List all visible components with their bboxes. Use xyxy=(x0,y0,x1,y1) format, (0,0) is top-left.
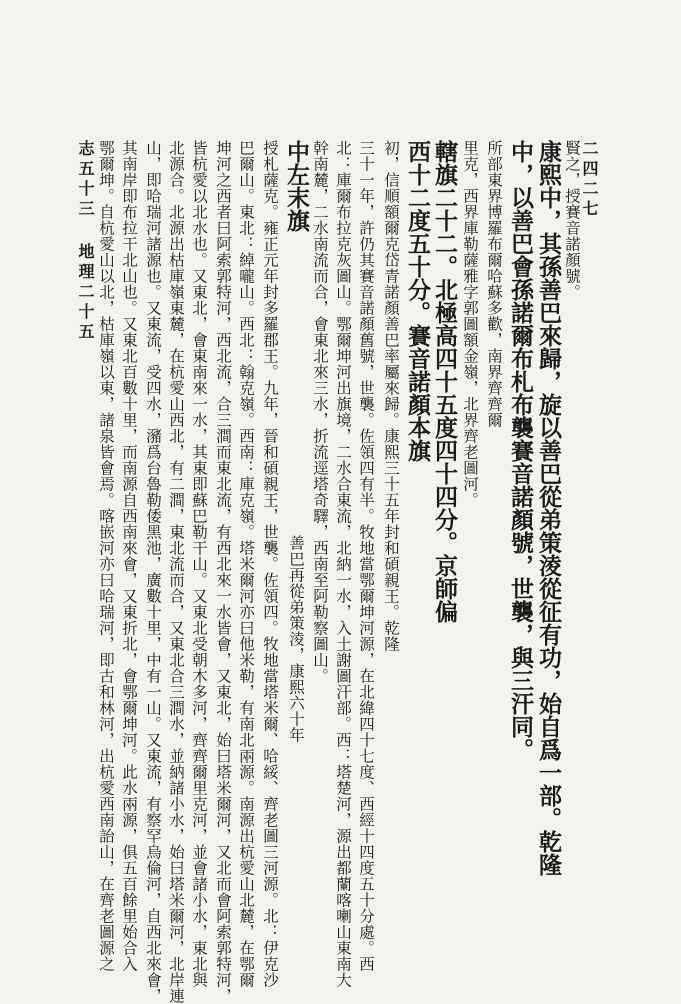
text-column: 西十二度五十分。賽音諾顏本旗 xyxy=(404,140,431,462)
text-column: 轄旗二十二。北極高四十五度四十四分。京師偏 xyxy=(431,140,458,623)
text-column: 幹南麓，二水南流而合，會東北來三水，折流逕塔奇驛，西南至阿勒察圖山。 xyxy=(311,140,329,684)
text-column: 皆杭愛以北水也。又東北，會東南來一水，其東即蘇巴勒干山。又東北受朝木多河，齊齊爾里克河，並會諸小水，東北與 xyxy=(190,140,208,988)
text-column: 鄂爾坤。自杭愛山以北，枯庫嶺以東，諸泉皆會焉。喀嵌河亦曰哈瑞河，即古和林河，出杭愛西南詒山，在齊老圖源之 xyxy=(97,140,115,972)
footer-chapter-label: 志五十三 地理二十五 xyxy=(76,140,95,343)
text-column: 山，即哈瑞河諸源也。又東流，受四水，瀦爲台魯勒倭黑池，廣數十里，中有一山。又東流，有察罕烏倫河，自西北來會， xyxy=(144,140,162,1004)
text-column: 巴爾山。東北：綽嚨山。西北：翰克嶺。西南：庫克嶺。塔米爾河亦曰他米勒，有南北兩源。南源出杭愛山北麓，在鄂爾 xyxy=(237,140,255,988)
text-column: 所部東界博羅布爾哈蘇多歡，南界齊齊爾 xyxy=(485,140,503,428)
text-column: 康熙中，其孫善巴來歸，旋以善巴從弟策淩從征有功，始自爲一部。乾隆 xyxy=(535,140,562,876)
text-column: 授札薩克。雍正元年封多羅郡王。九年，晉和碩親王，世襲。佐領四。牧地當塔米爾、哈綏、齊老圖三河源。北：伊克沙 xyxy=(261,140,279,988)
text-column: 北：庫爾布拉克灰圖山。鄂爾坤河出旗境，二水合東流，北納一水，入土謝圖汗部。西：塔楚河，源出都蘭喀喇山東南大 xyxy=(334,140,352,988)
text-column: 其南岸即布拉干北山也。又東北百數十里，而南源自西南來會，又東折北，會鄂爾坤河。此水兩源，俱五百餘里始合入 xyxy=(120,140,138,972)
text-column: 里克，西界庫勒薩雅字郭圖額金嶺，北界齊老圖河。 xyxy=(461,140,479,508)
text-column: 北源合。北源出枯庫嶺東麓，在杭愛山西北，有二澗，東北流而合，又東北合三澗水，並納諸小水，始曰塔米爾河，北岸連 xyxy=(167,140,185,1004)
text-column: 善巴再從弟策淩，康熙六十年 xyxy=(287,535,305,743)
text-column: 坤河之西者曰阿索郭特河，西北流，合三澗而東北流，有西北來一水皆會，又東北，始曰塔米爾河，又北而會阿索郭特河， xyxy=(214,140,232,1004)
text-column: 中左末旗 xyxy=(283,140,310,232)
text-column: 三十一年，許仍其賽音諾顏舊號，世襲。佐領四有半。牧地當鄂爾坤河源，在北緯四十七度、西經十四度五十分處。西 xyxy=(357,140,375,972)
text-column: 初，信順額爾克岱青諾顏善巴率屬來歸。康熙三十五年封和碩親王。乾隆 xyxy=(382,140,400,652)
text-column: 賢之，授賽音諾顏號。 xyxy=(563,140,581,300)
text-column: 中，以善巴會孫諾爾布札布襲賽音諾顏號，世襲，與三汗同。 xyxy=(507,140,534,761)
footer-page-number: 二四二七 xyxy=(580,140,599,220)
